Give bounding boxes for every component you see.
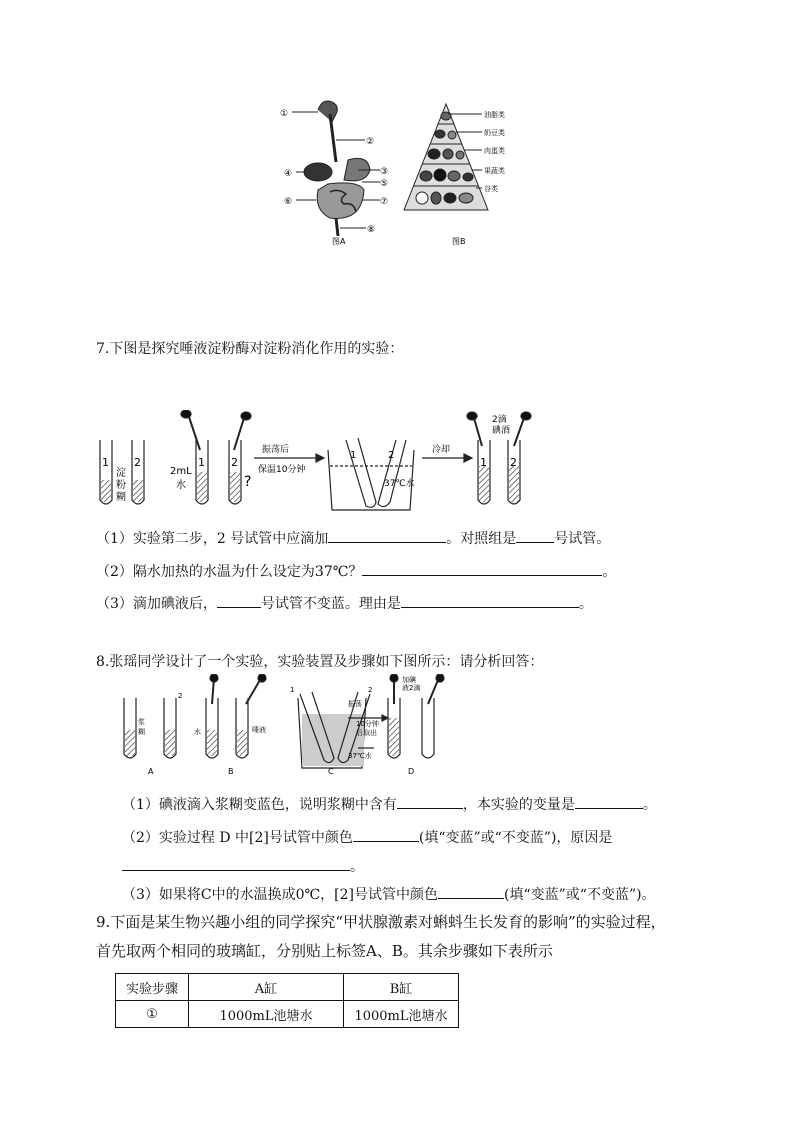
q7-fig-tube2: 2 [134, 456, 141, 469]
q8-sub3 [122, 884, 656, 905]
table-header-a: A缸 [189, 974, 344, 1001]
q7-title: 7.下图是探究唾液淀粉酶对淀粉消化作用的实验： [96, 341, 404, 357]
q7-sub1-text-b: 。对照组是 [446, 531, 517, 547]
q8-fig-step-d: D [408, 767, 415, 776]
q8-sub2-text-b: (填“变蓝”或“不变蓝”)，原因是 [418, 830, 613, 846]
q8-sub2-blank2[interactable] [122, 856, 350, 871]
q8-fig-c-n1: 1 [290, 686, 295, 694]
q7-fig-bath-label: 37℃水 [384, 479, 415, 489]
figB-label-grain: 谷类 [484, 185, 498, 193]
q8-fig-water: 水 [194, 728, 201, 736]
q7-sub1-text-c: 号试管。 [554, 531, 611, 547]
q7-fig-question-mark: ? [244, 474, 252, 490]
q7-experiment-figure [94, 410, 534, 515]
q7-fig-arrow1-top: 振荡后 [262, 445, 290, 455]
q7-sub1-blank2[interactable] [516, 528, 554, 543]
q7-fig-starch-3: 糊 [116, 492, 126, 503]
digestive-system-diagram [292, 101, 380, 236]
q7-fig-water: 水 [176, 480, 186, 491]
q7-fig-arrow2: 冷却 [432, 445, 451, 455]
figA-label-8: ⑧ [367, 225, 376, 235]
q7-sub1-blank[interactable] [328, 528, 446, 543]
figB-label-oil: 油脂类 [484, 111, 505, 119]
q8-sub2-text-c: 。 [350, 859, 364, 875]
q7-sub3-text: （3）滴加碘液后， [96, 596, 217, 612]
q9-steps-table [115, 973, 459, 1028]
q8-sub1-text-b: ，本实验的变量是 [462, 797, 575, 813]
figB-label-milk: 奶豆类 [484, 129, 505, 137]
table-cell-step: ① [116, 1001, 189, 1028]
q8-fig-saliva: 唾液 [252, 726, 266, 734]
food-pyramid-diagram [404, 104, 488, 210]
digestive-and-pyramid-figure [270, 92, 530, 252]
q8-sub1-blank2[interactable] [575, 794, 643, 809]
figA-label-6: ⑥ [284, 197, 293, 207]
q8-title: 8.张瑶同学设计了一个实验，实验装置及步骤如下图所示：请分析回答： [96, 654, 544, 670]
q7-sub3-blank[interactable] [217, 593, 261, 608]
q8-sub1 [122, 794, 657, 815]
q8-fig-a-n2: 2 [178, 692, 183, 700]
q7-fig-tube2b: 2 [231, 456, 238, 469]
q7-sub1-text: （1）实验第二步，2 号试管中应滴加 [96, 531, 329, 547]
q8-sub1-blank[interactable] [397, 794, 463, 809]
q7-fig-iodine-1: 2滴 [492, 415, 507, 425]
table-cell-b: 1000mL池塘水 [344, 1001, 459, 1028]
figA-label-3: ③ [380, 167, 389, 177]
q8-sub2 [122, 827, 612, 848]
figA-label-5: ⑤ [380, 179, 389, 189]
q8-sub2-blank[interactable] [353, 827, 419, 842]
q7-fig-tube1c: 1 [480, 456, 487, 469]
q8-fig-iodine-2: 液2滴 [402, 684, 421, 692]
q7-fig-starch-1: 淀 [116, 468, 126, 479]
q8-fig-paste-2: 糊 [138, 728, 145, 736]
figA-caption: 图A [332, 237, 346, 246]
table-header-b: B缸 [344, 974, 459, 1001]
q8-fig-c-n2: 2 [368, 686, 373, 694]
q8-fig-iodine-1: 加碘 [402, 676, 416, 684]
figA-label-2: ② [366, 137, 375, 147]
q7-sub2-blank[interactable] [362, 561, 602, 576]
figA-label-1: ① [280, 109, 289, 119]
table-row [116, 1001, 459, 1028]
q8-sub2-text: （2）实验过程 D 中[2]号试管中颜色 [122, 830, 353, 846]
figA-label-4: ④ [284, 169, 293, 179]
table-cell-a: 1000mL池塘水 [189, 1001, 344, 1028]
q7-fig-water-amount: 2mL [170, 466, 192, 477]
figB-caption: 图B [452, 237, 466, 246]
q8-fig-wait-1: 10分钟 [356, 720, 379, 728]
figB-label-fruit: 果蔬类 [484, 167, 505, 175]
q8-fig-step-b: B [228, 767, 234, 776]
q7-sub2-text-b: 。 [602, 564, 617, 580]
q7-sub3-blank2[interactable] [401, 593, 579, 608]
q7-fig-tube2c: 2 [510, 456, 517, 469]
figA-label-7: ⑦ [380, 197, 389, 207]
q7-fig-tube1b: 1 [198, 456, 205, 469]
q7-sub1 [96, 528, 610, 549]
q8-fig-paste-1: 浆 [138, 718, 145, 726]
q7-sub2-text: （2）隔水加热的水温为什么设定为37℃？ [96, 564, 363, 580]
q8-sub3-text: （3）如果将C中的水温换成0℃，[2]号试管中颜色 [122, 887, 439, 903]
q8-fig-shake: 振荡 [348, 700, 362, 708]
q7-fig-arrow1-bottom: 保温10分钟 [258, 465, 306, 475]
q8-fig-wait-2: 后取出 [356, 729, 377, 737]
q8-sub3-blank[interactable] [438, 884, 504, 899]
figB-label-meat: 肉蛋类 [484, 147, 505, 155]
q8-fig-step-a: A [148, 767, 154, 776]
q7-fig-iodine-2: 碘酒 [492, 426, 511, 436]
q7-sub2 [96, 561, 616, 582]
q8-sub2-cont [122, 856, 364, 877]
q9-line1: 9.下面是某生物兴趣小组的同学探究“甲状腺激素对蝌蚪生长发育的影响”的实验过程， [96, 913, 666, 931]
table-header-row [116, 974, 459, 1001]
q8-sub1-text-c: 。 [642, 797, 657, 813]
q8-sub1-text: （1）碘液滴入浆糊变蓝色，说明浆糊中含有 [122, 797, 397, 813]
q8-sub3-text-b: (填“变蓝”或“不变蓝”)。 [504, 887, 656, 903]
q8-fig-step-c: C [328, 767, 334, 776]
q8-fig-bath: 37℃水 [348, 752, 372, 760]
q7-fig-bath-tube1: 1 [350, 450, 357, 461]
q7-fig-bath-tube2: 2 [388, 450, 395, 461]
table-header-step: 实验步骤 [116, 974, 189, 1001]
q9-line2: 首先取两个相同的玻璃缸，分别贴上标签A、B。其余步骤如下表所示 [96, 942, 553, 960]
q7-fig-starch-2: 粉 [116, 480, 126, 491]
q7-sub3 [96, 593, 593, 614]
q7-fig-tube1: 1 [102, 456, 109, 469]
q8-experiment-figure [112, 674, 462, 779]
q7-sub3-text-b: 号试管不变蓝。理由是 [260, 596, 401, 612]
q7-sub3-text-c: 。 [578, 596, 593, 612]
